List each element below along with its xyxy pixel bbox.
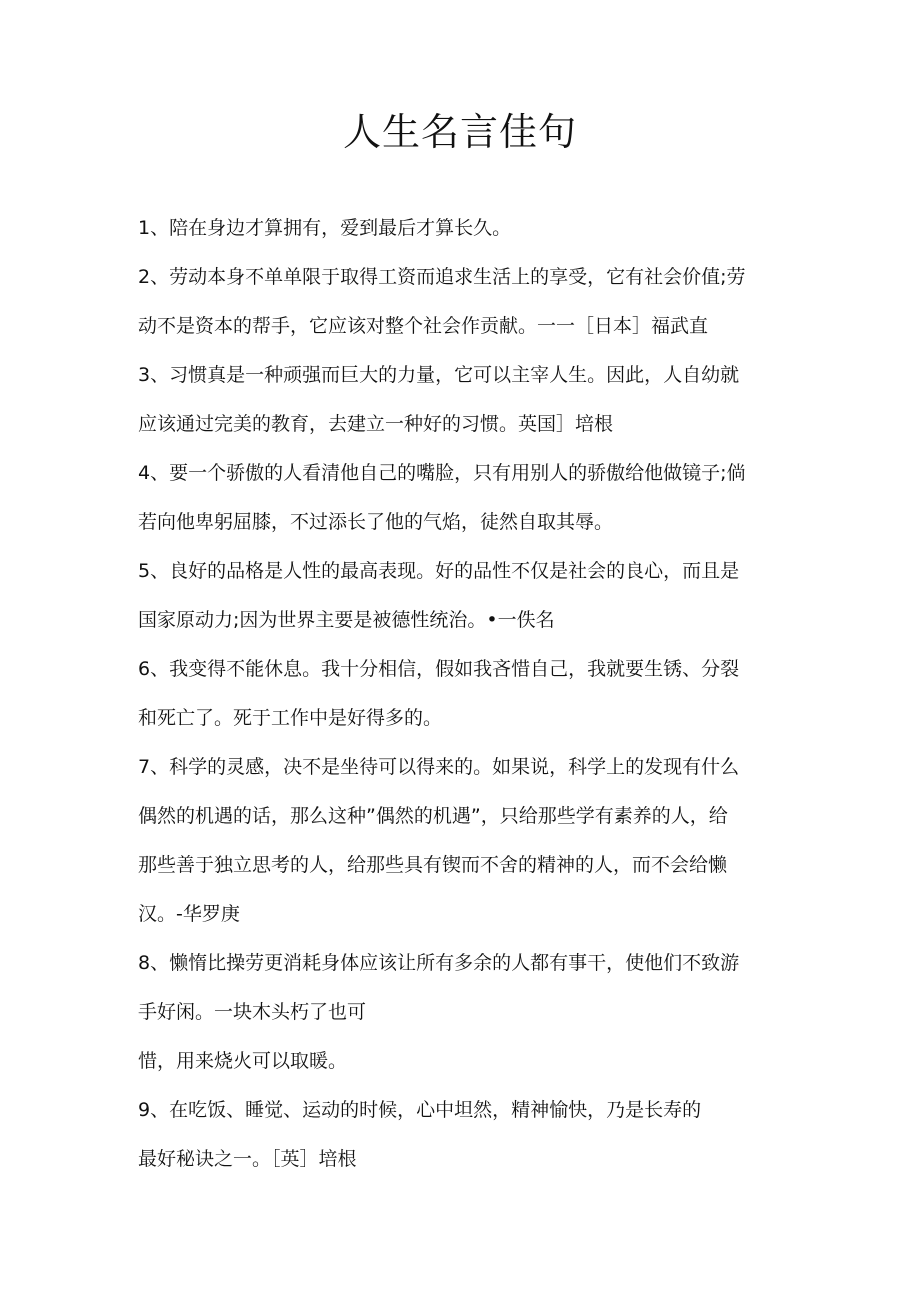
text-line: 5、良好的品格是人性的最高表现。好的品性不仅是社会的良心，而且是 <box>138 560 740 582</box>
text-line: 8、懒惰比操劳更消耗身体应该让所有多余的人都有事干，使他们不致游 <box>138 952 740 974</box>
text-line: 6、我变得不能休息。我十分相信，假如我吝惜自己，我就要生锈、分裂 <box>138 658 740 680</box>
document-title: 人生名言佳句 <box>342 110 577 154</box>
text-line: 2、劳动本身不单单限于取得工资而追求生活上的享受，它有社会价值;劳 <box>138 266 746 288</box>
text-line: 那些善于独立思考的人，给那些具有锲而不舍的精神的人，而不会给懒 <box>138 854 728 876</box>
text-line: 手好闲。一块木头朽了也可 <box>138 1001 367 1023</box>
text-line: 动不是资本的帮手，它应该对整个社会作贡献。一一［日本］福武直 <box>138 315 709 337</box>
text-line: 3、习惯真是一种顽强而巨大的力量，它可以主宰人生。因此，人自幼就 <box>138 364 740 386</box>
text-line: 若向他卑躬屈膝，不过添长了他的气焰，徒然自取其辱。 <box>138 511 614 533</box>
text-line: 国家原动力;因为世界主要是被德性统治。•一佚名 <box>138 609 555 631</box>
text-line: 9、在吃饭、睡觉、运动的时候，心中坦然，精神愉快，乃是长寿的 <box>138 1099 702 1121</box>
text-line: 7、科学的灵感，决不是坐待可以得来的。如果说，科学上的发现有什么 <box>138 756 740 778</box>
text-line: 应该通过完美的教育，去建立一种好的习惯。英国］培根 <box>138 413 614 435</box>
text-line: 最好秘诀之一。［英］培根 <box>138 1148 357 1170</box>
text-line: 和死亡了。死于工作中是好得多的。 <box>138 707 443 729</box>
text-line: 偶然的机遇的话，那么这种”偶然的机遇”，只给那些学有素养的人，给 <box>138 805 728 827</box>
text-line: 惜，用来烧火可以取暖。 <box>138 1050 348 1072</box>
text-line: 1、陪在身边才算拥有，爱到最后才算长久。 <box>138 217 512 239</box>
quote-list <box>138 204 798 1184</box>
text-line: 汉。-华罗庚 <box>138 903 240 925</box>
text-line: 4、要一个骄傲的人看清他自己的嘴脸，只有用别人的骄傲给他做镜子;倘 <box>138 462 746 484</box>
